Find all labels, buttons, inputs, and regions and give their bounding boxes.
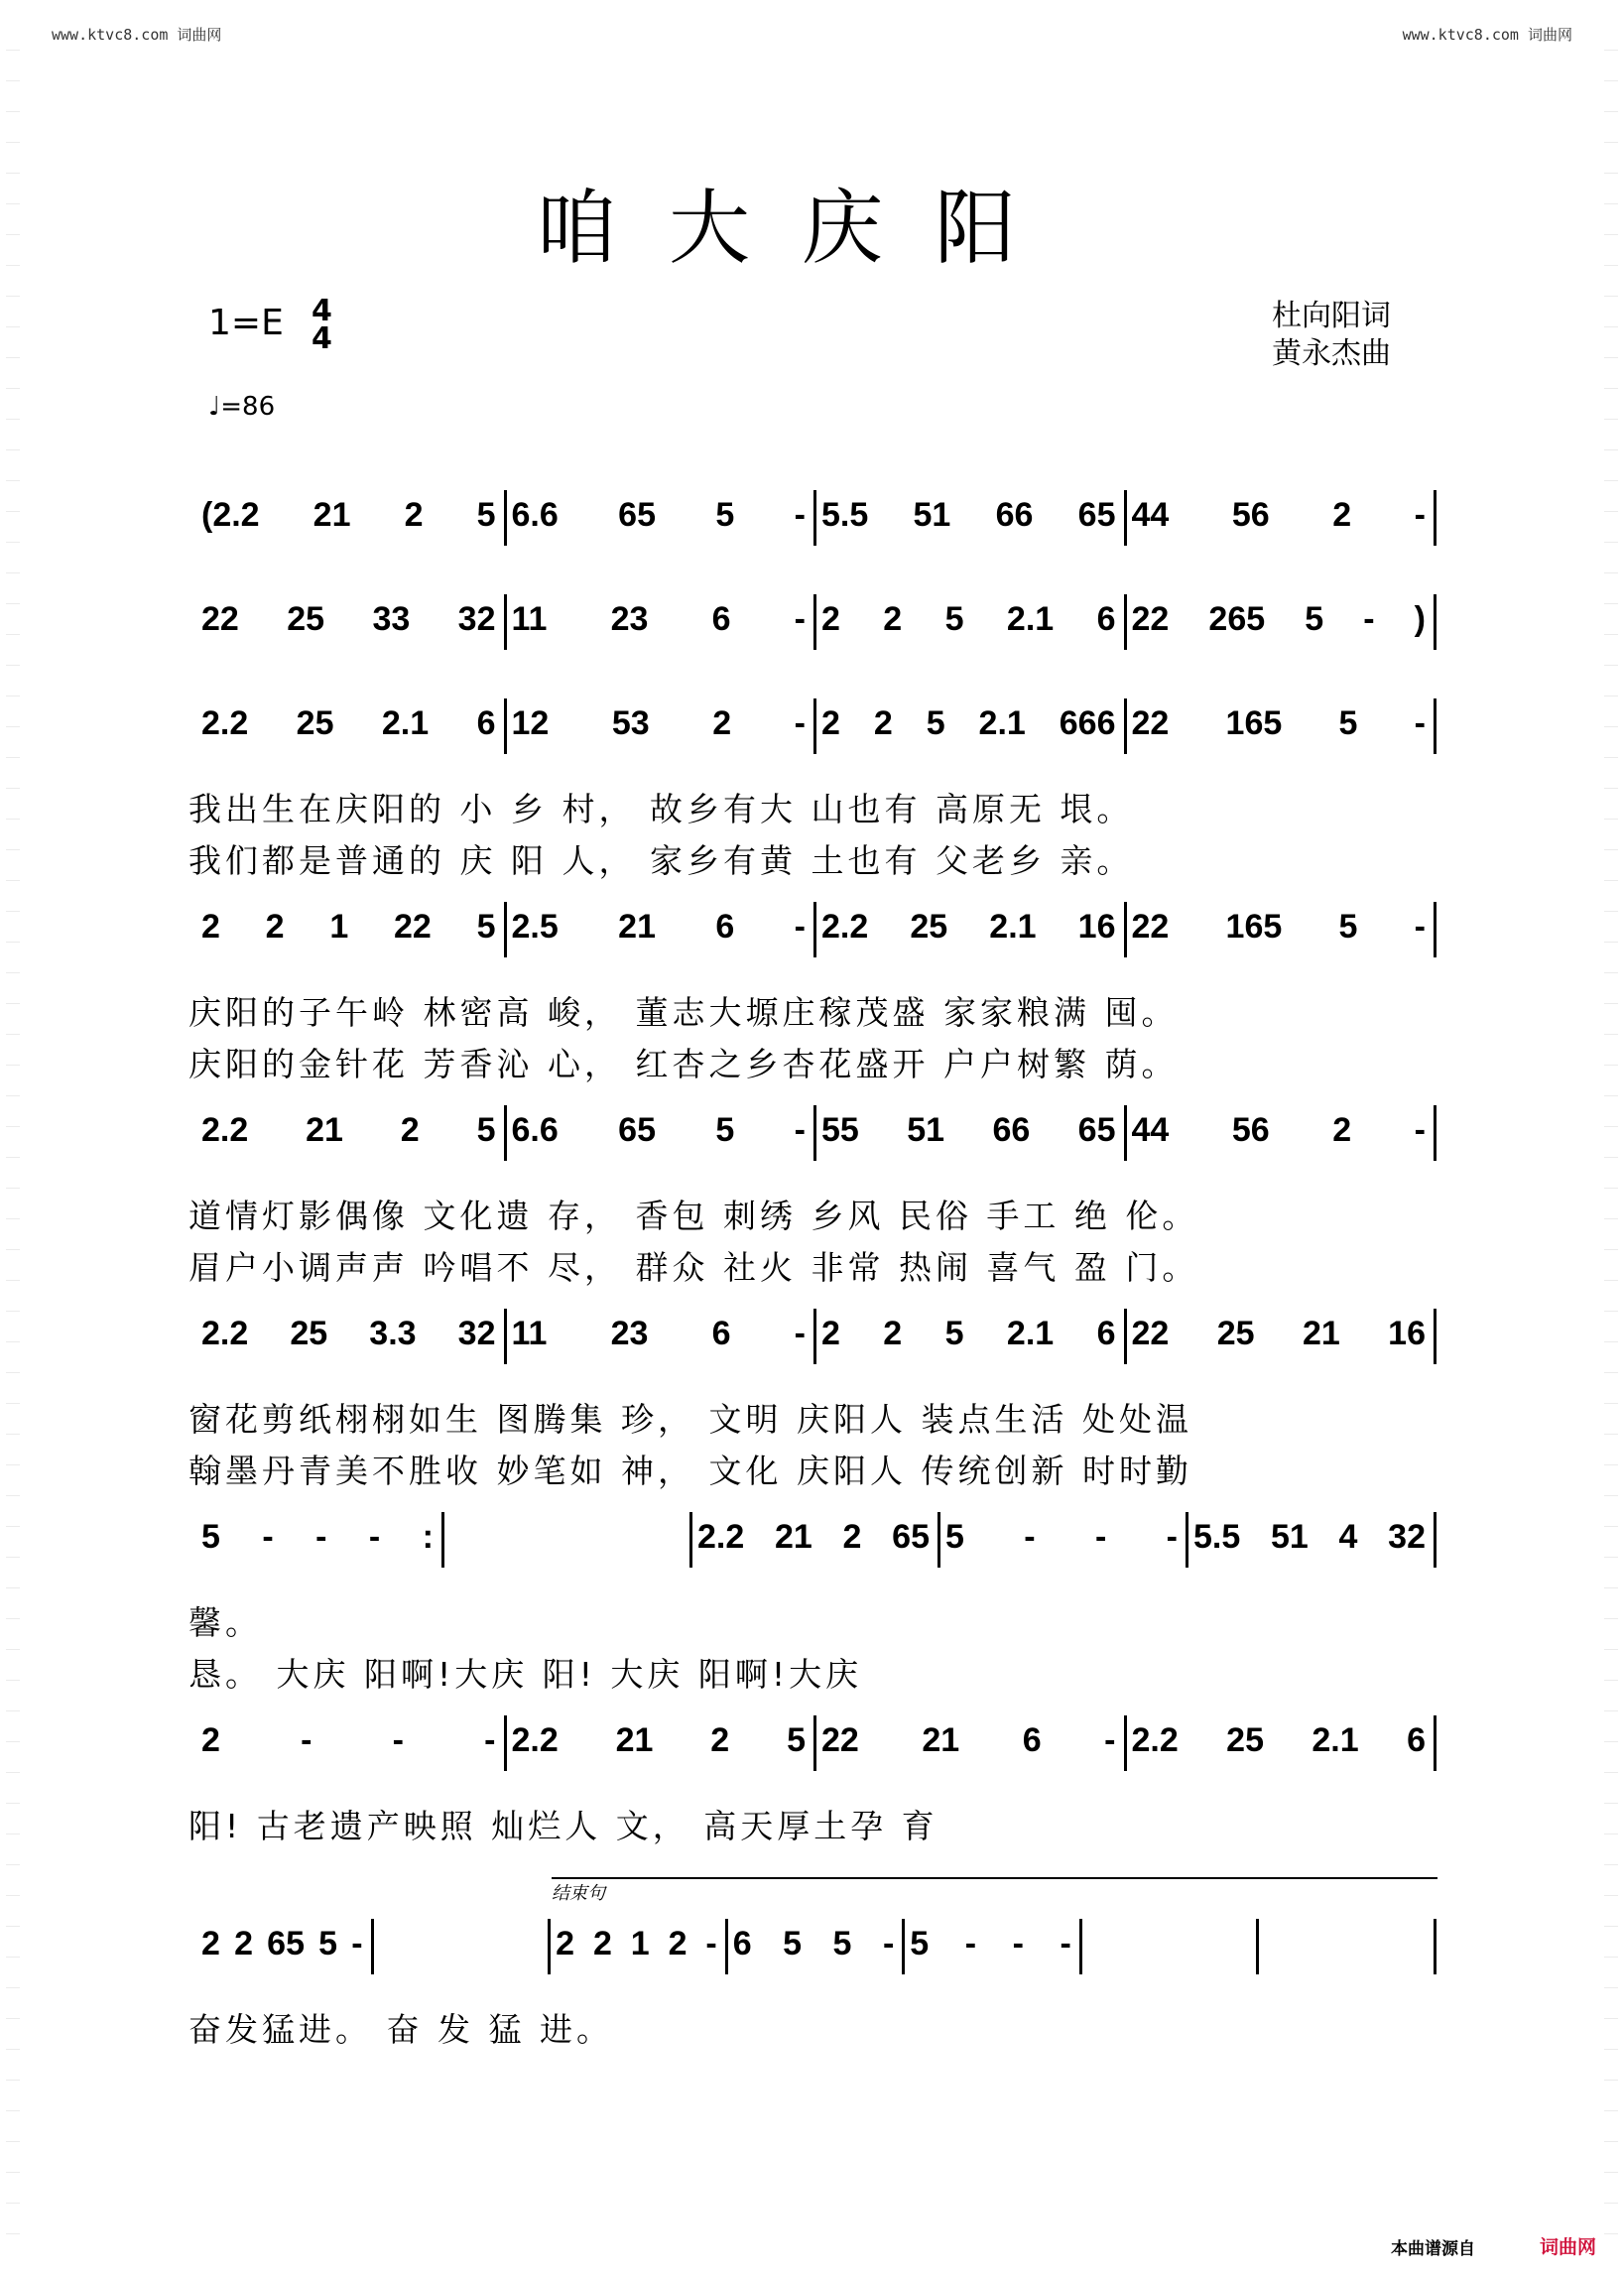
measure: 2 - - - [201, 1721, 496, 1759]
measure: 6 5 5 - [732, 1925, 895, 1962]
measure: 5.5 51 66 65 [821, 496, 1116, 534]
bar-line [441, 1512, 444, 1568]
score-row [193, 600, 1434, 646]
measure: 22 265 5 - ) [1131, 600, 1426, 638]
bar-line [1434, 594, 1437, 650]
bar-line [504, 698, 507, 754]
bar-line [1434, 1512, 1437, 1568]
bar-line [504, 902, 507, 957]
bar-line [504, 1715, 507, 1771]
bar-line [1434, 490, 1437, 546]
bar-line [813, 902, 816, 957]
measure: 11 23 6 - [511, 600, 806, 638]
measure: 2.2 21 2 5 [511, 1721, 806, 1759]
site-watermark-right: www.ktvc8.com 词曲网 [1402, 26, 1572, 44]
bar-line [1434, 1919, 1437, 1974]
lyric-line: 阳! 古老遗产映照 灿烂人 文， 高天厚土孕 育 [188, 1807, 938, 1845]
bar-line [504, 1105, 507, 1161]
bar-line [1124, 1715, 1127, 1771]
footer-source: 本曲谱源自 [1391, 2239, 1475, 2259]
measure: 22 165 5 - [1131, 908, 1426, 946]
measure: 55 51 66 65 [821, 1111, 1116, 1149]
bar-line [1124, 1105, 1127, 1161]
lyric-line: 我出生在庆阳的 小 乡 村， 故乡有大 山也有 高原无 垠。 [188, 790, 1134, 828]
measure: 2.2 25 2.1 6 [201, 704, 496, 742]
bar-line [813, 1309, 816, 1364]
measure: 2 2 65 5 - [201, 1925, 363, 1962]
lyric-line: 道情灯影偶像 文化遗 存， 香包 刺绣 乡风 民俗 手工 绝 伦。 [188, 1197, 1199, 1235]
bar-line [1124, 698, 1127, 754]
bar-line [725, 1919, 728, 1974]
key-label: 1=E [208, 303, 284, 343]
bar-line [813, 1715, 816, 1771]
lyric-line: 窗花剪纸栩栩如生 图腾集 珍， 文明 庆阳人 装点生活 处处温 [188, 1400, 1192, 1439]
bar-line [1186, 1512, 1188, 1568]
measure: 2.5 21 6 - [511, 908, 806, 946]
bar-line [1079, 1919, 1082, 1974]
score-row [193, 1925, 1434, 1970]
bar-line [813, 490, 816, 546]
measure: 22 25 21 16 [1131, 1315, 1426, 1352]
lyric-line: 庆阳的子午岭 林密高 峻， 董志大塬庄稼茂盛 家家粮满 囤。 [188, 993, 1179, 1032]
tempo-mark: ♩=86 [208, 392, 276, 422]
score-row [193, 1518, 1434, 1564]
measure: 5.5 51 4 32 [1193, 1518, 1426, 1556]
key-signature [208, 294, 332, 356]
measure: (2.2 21 2 5 [201, 496, 496, 534]
bar-line [1124, 490, 1127, 546]
bar-line [371, 1919, 374, 1974]
lyric-line: 眉户小调声声 吟唱不 尽， 群众 社火 非常 热闹 喜气 盈 门。 [188, 1248, 1199, 1287]
bar-line [1124, 902, 1127, 957]
bar-line [548, 1919, 551, 1974]
lyric-line: 我们都是普通的 庆 阳 人， 家乡有黄 土也有 父老乡 亲。 [188, 841, 1134, 880]
time-signature [312, 294, 332, 356]
lyric-line: 翰墨丹青美不胜收 妙笔如 神， 文化 庆阳人 传统创新 时时勤 [188, 1452, 1192, 1490]
measure: 2.2 25 2.1 6 [1131, 1721, 1426, 1759]
measure: 2.2 21 2 5 [201, 1111, 496, 1149]
score-row [193, 704, 1434, 750]
lyric-line: 庆阳的金针花 芳香沁 心， 红杏之乡杏花盛开 户户树繁 荫。 [188, 1045, 1179, 1083]
measure: 5 - - - : [201, 1518, 434, 1556]
lyricist: 杜向阳词 [1272, 299, 1391, 333]
ending-bracket [552, 1877, 1437, 1879]
ending-label: 结束句 [552, 1883, 605, 1904]
score-row [193, 1315, 1434, 1360]
measure: 22 25 33 32 [201, 600, 496, 638]
bar-line [937, 1512, 940, 1568]
lyric-line: 馨。 [188, 1603, 262, 1642]
song-title: 咱大庆阳 [536, 182, 1068, 276]
footer-brand: 词曲网 [1540, 2236, 1597, 2258]
bar-line [504, 594, 507, 650]
measure: 5 - - - [910, 1925, 1071, 1962]
measure: 2.2 25 2.1 16 [821, 908, 1116, 946]
right-margin-strip [1604, 20, 1618, 2257]
bar-line [1124, 594, 1127, 650]
composer: 黄永杰曲 [1272, 336, 1391, 371]
lyric-line: 奋发猛进。 奋 发 猛 进。 [188, 2010, 613, 2049]
time-top: 4 [312, 294, 332, 328]
measure: 2.2 21 2 65 [697, 1518, 930, 1556]
measure: 2 2 5 2.1 666 [821, 704, 1116, 742]
measure: 2 2 5 2.1 6 [821, 1315, 1116, 1352]
site-watermark-left: www.ktvc8.com 词曲网 [52, 26, 222, 44]
bar-line [1256, 1919, 1259, 1974]
measure: 22 165 5 - [1131, 704, 1426, 742]
bar-line [813, 594, 816, 650]
left-margin-strip [6, 20, 20, 2257]
bar-line [504, 1309, 507, 1364]
measure: 44 56 2 - [1131, 1111, 1426, 1149]
measure: 44 56 2 - [1131, 496, 1426, 534]
bar-line [813, 1105, 816, 1161]
score-row [193, 1721, 1434, 1767]
bar-line [689, 1512, 692, 1568]
measure: 2 2 1 22 5 [201, 908, 496, 946]
lyric-line: 恳。 大庆 阳啊!大庆 阳! 大庆 阳啊!大庆 [188, 1655, 863, 1694]
measure: 2.2 25 3.3 32 [201, 1315, 496, 1352]
measure: 12 53 2 - [511, 704, 806, 742]
measure: 5 - - - [945, 1518, 1178, 1556]
bar-line [1434, 698, 1437, 754]
measure: 11 23 6 - [511, 1315, 806, 1352]
score-row [193, 908, 1434, 953]
measure: 2 2 5 2.1 6 [821, 600, 1116, 638]
bar-line [1434, 902, 1437, 957]
bar-line [813, 698, 816, 754]
score-row [193, 1111, 1434, 1157]
measure: 6.6 65 5 - [511, 1111, 806, 1149]
bar-line [902, 1919, 905, 1974]
credits [1272, 298, 1391, 373]
bar-line [1434, 1715, 1437, 1771]
measure: 2 2 1 2 - [556, 1925, 717, 1962]
measure: 22 21 6 - [821, 1721, 1116, 1759]
bar-line [1434, 1105, 1437, 1161]
bar-line [504, 490, 507, 546]
time-bottom: 4 [312, 321, 332, 356]
score-row [193, 496, 1434, 542]
bar-line [1434, 1309, 1437, 1364]
measure: 6.6 65 5 - [511, 496, 806, 534]
bar-line [1124, 1309, 1127, 1364]
